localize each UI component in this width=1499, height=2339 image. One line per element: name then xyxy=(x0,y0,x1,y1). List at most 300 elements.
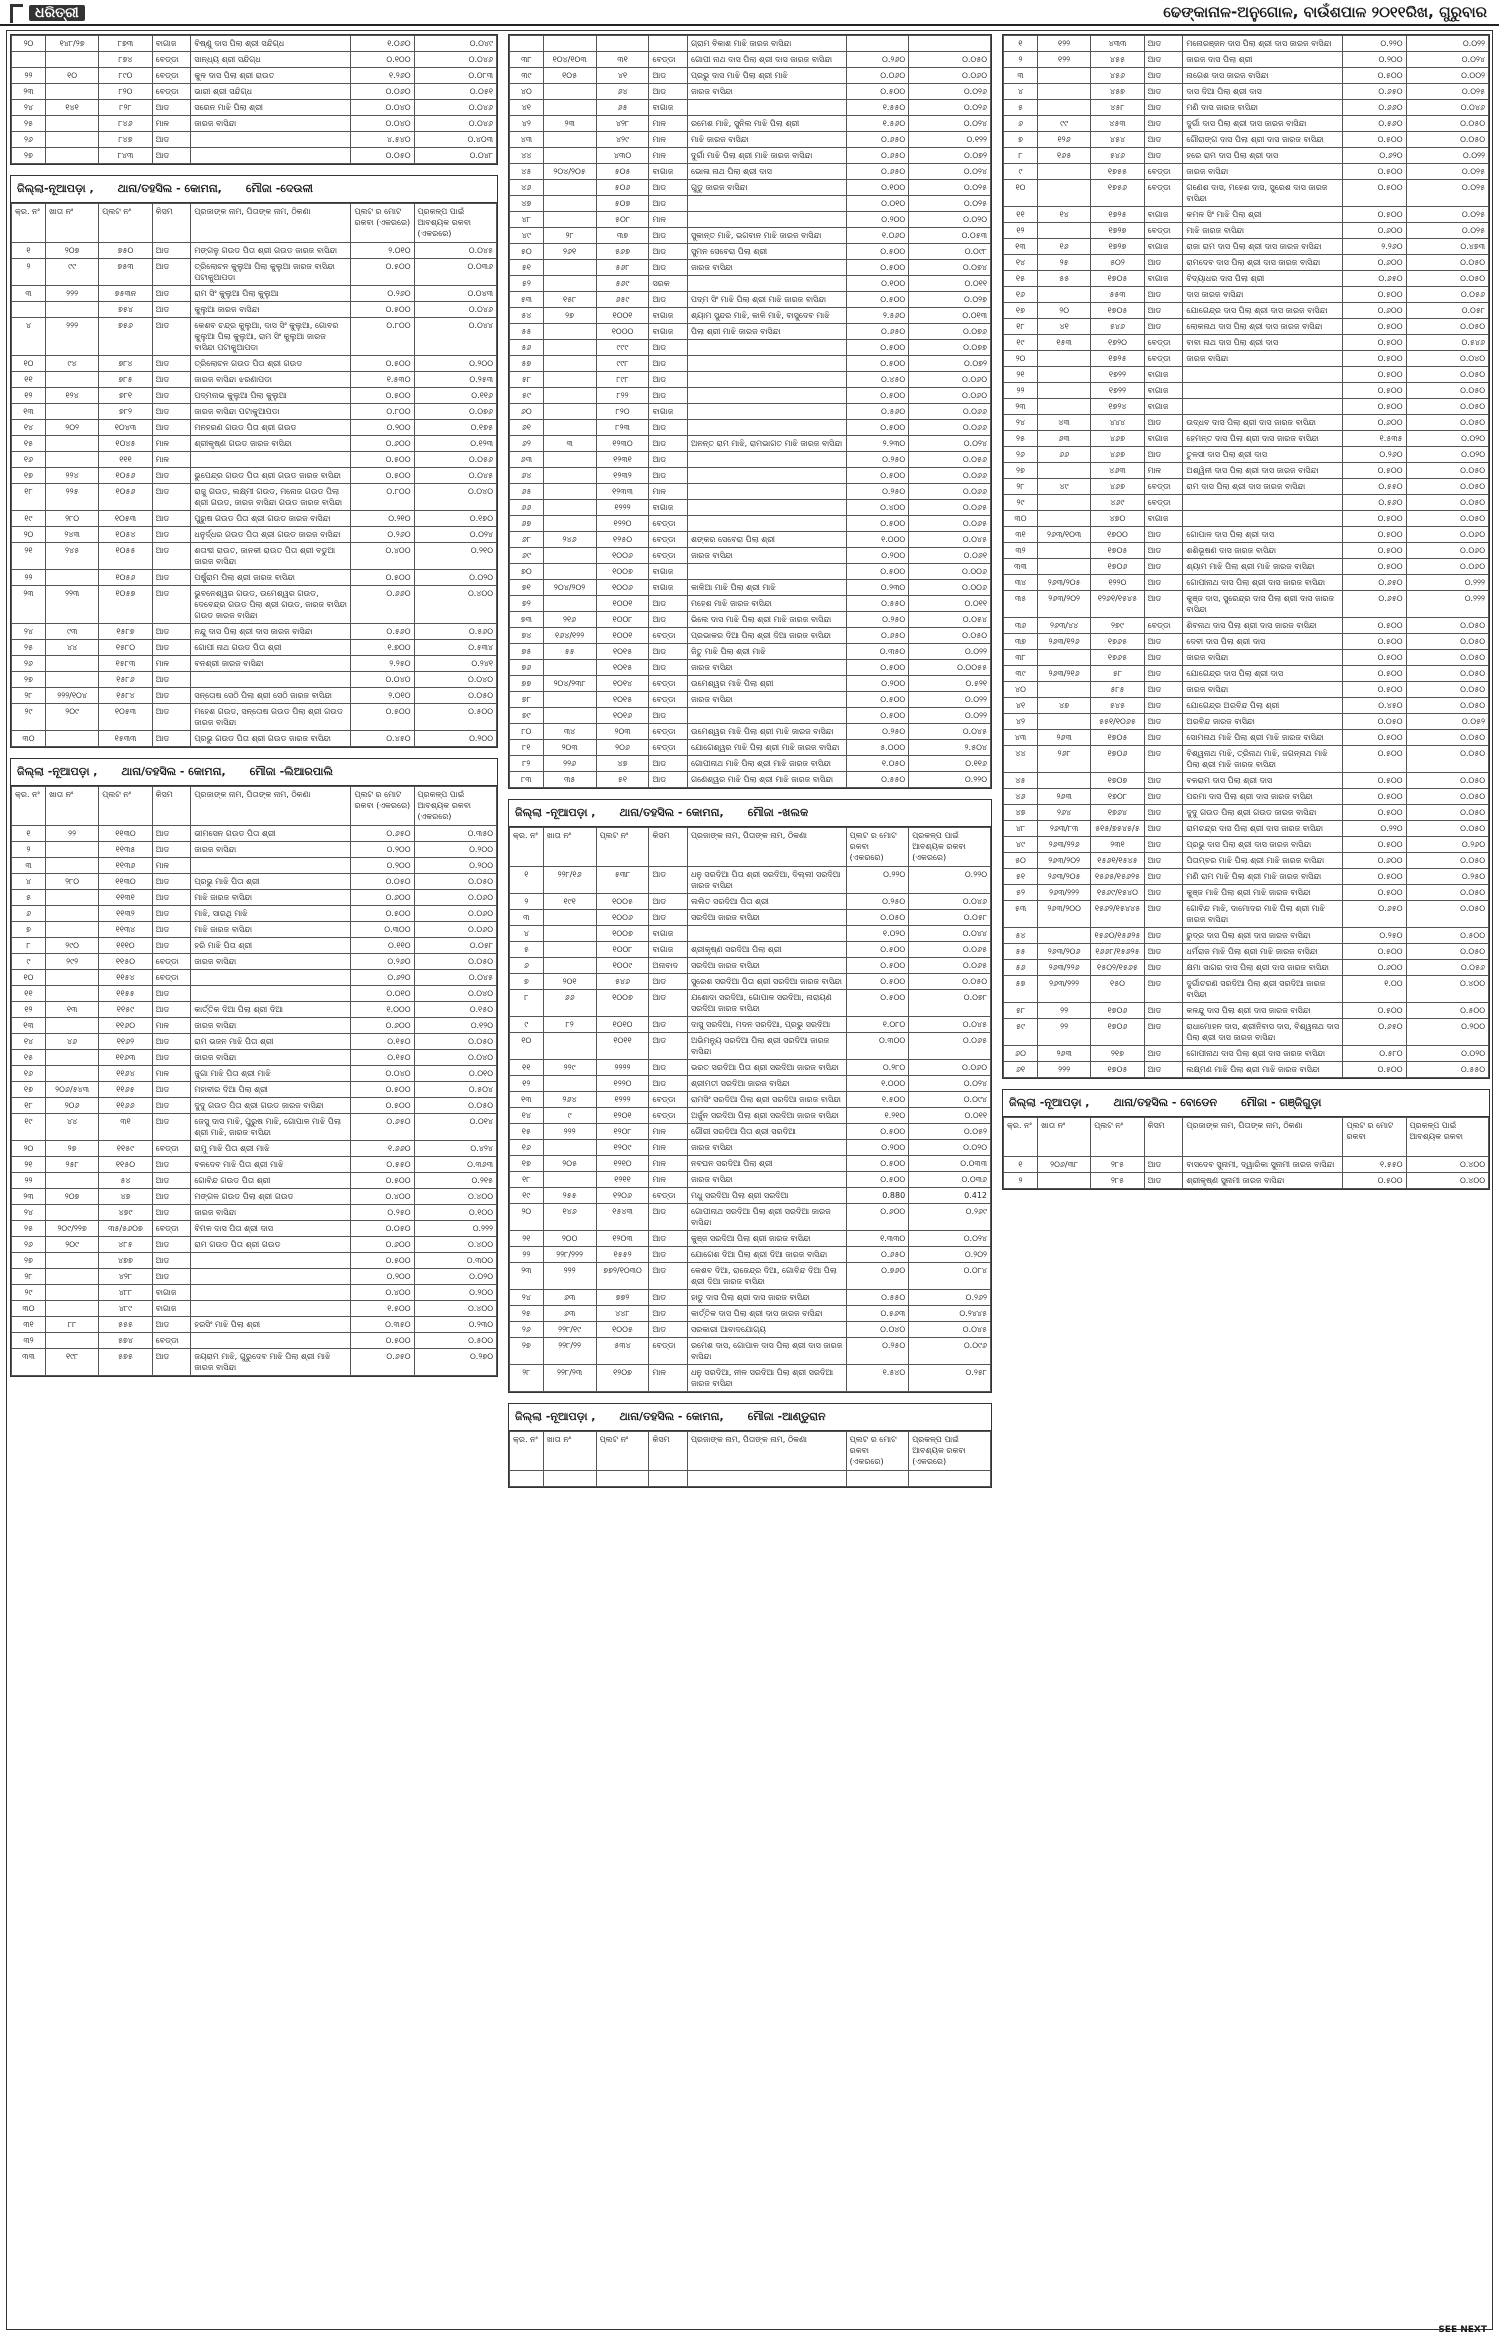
table-cell xyxy=(45,302,98,318)
land-schedule-section xyxy=(1002,1089,1490,1190)
table-cell: ୬୬ xyxy=(543,990,596,1017)
table-cell: ୨୧ xyxy=(12,1157,46,1173)
table-cell: ୨୬୩/୨୦୫ xyxy=(1037,869,1090,885)
table-cell: ୧୫୬୧/୧୫୪୫ xyxy=(1091,853,1144,869)
table-cell: ୦.୨୦୦ xyxy=(846,1140,909,1156)
table-cell: ୦.୪୦୦ xyxy=(1406,976,1488,1003)
table-row xyxy=(12,1034,497,1050)
table-cell xyxy=(1037,287,1090,303)
table-cell: ୧୨୦୩ xyxy=(596,1231,649,1247)
table-cell: ଭିଲେ ଦାସ ମାଝି ପିଲା ଶ୍ରୀ ମାଝି ଜାରଜ ବାସିନ୍ଦା xyxy=(687,612,846,628)
table-cell: ୦.୦୫୦ xyxy=(351,874,414,890)
table-cell: ଆଡ xyxy=(649,894,687,910)
table-cell: ୧୫୦ xyxy=(1091,976,1144,1003)
table-cell: ୦.୧୨୩ xyxy=(414,436,496,452)
table-cell: ବେଡ୍ଡା xyxy=(1144,223,1183,239)
table-cell: ୭୩ xyxy=(510,612,544,628)
table-cell: ୨୦ xyxy=(12,1141,46,1157)
table-cell: ୦.୦୬୦ xyxy=(909,372,991,388)
table-cell: ୫୭୫ xyxy=(99,1349,152,1376)
table-row xyxy=(1004,148,1489,164)
table-cell: ୦.୦୪୬ xyxy=(414,302,496,318)
table-cell: ୨ xyxy=(12,842,46,858)
table-cell: ୦.୦୫୦ xyxy=(1406,132,1488,148)
table-cell xyxy=(45,452,98,468)
table-row xyxy=(1004,869,1489,885)
table-cell: ୦.୫୦୦ xyxy=(1343,335,1406,351)
table-cell: ୦.୦୬୫ xyxy=(909,500,991,516)
table-cell: ୦.୬୦୦ xyxy=(1343,223,1406,239)
table-cell: ୫୮ xyxy=(1004,1003,1038,1019)
table-cell: ବିମଳ ଦାସ ପିତା ଶ୍ରୀ ଦାସ xyxy=(191,1221,351,1237)
table-cell: ଆଡ xyxy=(152,704,191,731)
table-cell: ୦.୨୩୦ xyxy=(846,580,909,596)
table-row xyxy=(510,1338,991,1365)
table-row xyxy=(510,564,991,580)
table-cell: ୦.୬୫୦ xyxy=(1343,901,1406,928)
table-row xyxy=(1004,180,1489,207)
table-cell: ମଣି ଦାସ ଜାରଜ ବାସିନ୍ଦା xyxy=(1183,100,1343,116)
table-row xyxy=(510,308,991,324)
table-cell: ୨୦୯/୨୨୭ xyxy=(45,1221,98,1237)
table-cell: ବିଷ୍ଣୁ ଦାସ ପିଲା ଶ୍ରୀ ସନ୍ଦିଗ୍ଧ xyxy=(191,36,351,52)
table-cell: ୪୦ xyxy=(510,84,544,100)
table-cell: କଳନ୍ଦୁ ଦାସ ପିଲା ଶ୍ରୀ ଦାସ ଜାରଜ ବାସିନ୍ଦା xyxy=(1183,1003,1343,1019)
table-cell: ଆଡ xyxy=(649,1017,687,1033)
table-cell: ୦.୪୦୦ xyxy=(414,1237,496,1253)
table-cell: ୩୧ xyxy=(1004,527,1038,543)
table-cell: ୨୩ xyxy=(1004,399,1038,415)
table-cell: ଆଡ xyxy=(1144,52,1183,68)
table-row xyxy=(1004,164,1489,180)
table-cell: ୩୮ xyxy=(510,52,544,68)
table-cell: ଗୌରାଙ୍ଗ ଦାସ ପିଲା ଶ୍ରୀ ଦାସ ଜାରଜ ବାସିନ୍ଦା xyxy=(1183,132,1343,148)
table-cell: ଆଡ xyxy=(1144,1173,1183,1189)
table-cell: ୧୨୩୦ xyxy=(596,436,649,452)
table-cell xyxy=(687,388,846,404)
table-cell: ଆଡ xyxy=(152,302,191,318)
table-cell: ୨.୫୬୦ xyxy=(846,308,909,324)
table-cell: ୧୧୬୪ xyxy=(99,1066,152,1082)
table-cell: ୧୬ xyxy=(510,1140,544,1156)
table-cell: ୫୫ xyxy=(1004,944,1038,960)
table-row xyxy=(12,68,497,84)
table-cell: ୧୬୪/୧୨୨ xyxy=(543,628,596,644)
table-cell: ୦.୨୨୦ xyxy=(909,867,991,894)
table-cell xyxy=(510,36,544,52)
table-cell: ୫୪୬ xyxy=(1091,148,1144,164)
table-cell xyxy=(45,970,98,986)
table-cell: ୬୬ xyxy=(1037,447,1090,463)
land-table xyxy=(11,203,497,747)
table-cell: ୦.୨୦୦ xyxy=(1343,52,1406,68)
table-cell: ୦.୫୦୦ xyxy=(846,260,909,276)
table-cell: ୪୨୮ xyxy=(596,116,649,132)
table-row xyxy=(12,1333,497,1349)
table-cell: ୦.୦୨୦ xyxy=(414,570,496,586)
table-cell: ବେଡ୍ଡା xyxy=(649,676,687,692)
column-3 xyxy=(1002,34,1490,2325)
table-cell: ଆଡ xyxy=(152,484,191,511)
table-cell: ପ୍ରଭୁ ଗଉଡ ପିତା ଶ୍ରୀ ଗଉଡ ଜାରଜ ବାସିନ୍ଦା xyxy=(191,731,351,747)
table-cell: ବେଡ୍ଡା xyxy=(152,68,191,84)
table-cell: ୦.୦୫୬ xyxy=(909,452,991,468)
table-cell: ୯ xyxy=(510,1017,544,1033)
table-row xyxy=(510,1263,991,1290)
table-cell: ୦.୫୦୦ xyxy=(846,388,909,404)
table-cell: ୧୦୦୧ xyxy=(596,628,649,644)
table-cell: ୨୦ xyxy=(1037,303,1090,319)
table-row xyxy=(1004,36,1489,52)
table-cell: ବାଗାଜ xyxy=(1144,239,1183,255)
table-cell: ଆଡ xyxy=(152,842,191,858)
table-cell: ବେଡ୍ଡା xyxy=(649,532,687,548)
table-cell: ୪୪ xyxy=(45,640,98,656)
table-row xyxy=(12,84,497,100)
table-cell: ଆଡ xyxy=(649,420,687,436)
table-row xyxy=(12,116,497,132)
table-cell: ୦.୬୫୦ xyxy=(846,132,909,148)
section-heading-part: ଜିଲ୍ଲା -ନୂଆପଡ଼ା , xyxy=(515,806,596,819)
table-cell xyxy=(543,1471,596,1487)
table-cell: ୪୫୬ xyxy=(1091,68,1144,84)
table-cell: ଲୋକନାଥ ଦାସ ପିଲା ଶ୍ରୀ ଦାସ ଜାରଜ ବାସିନ୍ଦା xyxy=(1183,319,1343,335)
table-cell: ଆଡ xyxy=(1144,634,1183,650)
table-cell: ୧୫ xyxy=(510,1124,544,1140)
table-cell: ୧୦୪/୧୦୩ xyxy=(543,52,596,68)
table-row xyxy=(1004,335,1489,351)
table-cell: ଆଡ xyxy=(152,318,191,356)
table-row xyxy=(1004,415,1489,431)
table-cell: ୪୫୫ xyxy=(1091,52,1144,68)
table-cell: ୦.୫୦୦ xyxy=(1343,666,1406,682)
table-cell: ୧୦୦୯ xyxy=(596,958,649,974)
table-cell: ୨୦ xyxy=(510,1204,544,1231)
table-cell: ଆଡ xyxy=(649,228,687,244)
table-cell: ସରକାରୀ ଆବାଦଯୋଗ୍ୟ xyxy=(687,1322,846,1338)
table-row xyxy=(12,640,497,656)
table-row xyxy=(1004,447,1489,463)
table-cell: ୨୪୫ xyxy=(45,543,98,570)
table-cell: ଆଡ xyxy=(649,1322,687,1338)
table-cell: ୧୧୧୦ xyxy=(99,938,152,954)
table-cell: ୧.୦୮୦ xyxy=(846,1017,909,1033)
table-cell: ୦.୨୨୨ xyxy=(1406,591,1488,618)
table-cell: ୨୬୩ xyxy=(1037,1046,1090,1062)
table-cell: ୭୫୦ xyxy=(99,243,152,259)
table-cell: ୫୬ xyxy=(510,340,544,356)
table-cell: ୧୪ xyxy=(1037,207,1090,223)
table-cell: ଆଡ xyxy=(152,286,191,302)
table-cell: ୦.୦୨୪ xyxy=(414,527,496,543)
table-cell: ଆଡ xyxy=(152,688,191,704)
table-cell: ଗୋପୀ ନାଥ ଗଉଡ ପିତା ଶ୍ରୀ xyxy=(191,640,351,656)
table-row xyxy=(12,388,497,404)
table-cell: ୦.୫୦୦ xyxy=(1343,351,1406,367)
table-cell: ୦.୨୧୦ xyxy=(414,543,496,570)
table-cell: ୧୫୮୩ xyxy=(99,656,152,672)
table-cell: ୦.୦୭୨ xyxy=(909,148,991,164)
table-row xyxy=(12,259,497,286)
table-cell: ବାଗାଜ xyxy=(152,36,191,52)
table-cell: ଶ୍ରୀମତୀ ସରଦିଆ ଜାରଜ ବାସିନ୍ଦା xyxy=(687,1076,846,1092)
table-cell: ଦୁଦୁ ଗଉଡ ପିତା ଶ୍ରୀ ଗଉଡ ଜାରଜ ବାସିନ୍ଦା xyxy=(191,1098,351,1114)
table-cell xyxy=(1037,100,1090,116)
masthead xyxy=(0,0,1499,26)
table-cell: ୦.୦୪୫ xyxy=(414,970,496,986)
table-cell: ୦.୫୦୦ xyxy=(846,244,909,260)
table-cell: ୦.୨୬୯ xyxy=(909,1204,991,1231)
table-cell: ୦.୫୦୦ xyxy=(846,84,909,100)
table-cell: ୫୧୫/୭୫୪୫/୫ xyxy=(1091,821,1144,837)
table-cell: ୦.୫୦୦ xyxy=(1343,164,1406,180)
table-row xyxy=(1004,351,1489,367)
table-cell: ୧୨୦୯ xyxy=(596,1140,649,1156)
table-cell xyxy=(649,1471,687,1487)
table-cell: ୯୯ xyxy=(1037,116,1090,132)
section-heading-part: ମୌଜା -ଦେଉଳୀ xyxy=(245,182,313,195)
table-row xyxy=(1004,84,1489,100)
section-heading xyxy=(509,1404,991,1431)
table-cell: ୦.୨୦୨ xyxy=(909,1247,991,1263)
table-cell: ୧୦୦୬ xyxy=(596,580,649,596)
table-cell: ବେଡ୍ଡା xyxy=(649,1338,687,1365)
table-row xyxy=(510,1060,991,1076)
table-cell: ଜାରଜ ବାସିନ୍ଦା xyxy=(191,116,351,132)
table-row xyxy=(510,1306,991,1322)
table-cell: ୪୫୩ xyxy=(1091,116,1144,132)
section-heading-part: ଥାନା/ତହସିଲ - କୋମନା, xyxy=(619,1410,724,1423)
table-cell: ୧୭୬୪ xyxy=(1091,805,1144,821)
table-cell: ୮୪୬ xyxy=(99,116,152,132)
table-cell: ୦.୦୨୦ xyxy=(909,212,991,228)
table-cell: ୭୮୧ xyxy=(99,388,152,404)
table-cell: ବାଗାଜ xyxy=(152,1301,191,1317)
column-header: ଖାତା ନଂ xyxy=(1037,1118,1090,1157)
table-row xyxy=(1004,944,1489,960)
table-cell: ୦.୦୦୬ xyxy=(909,580,991,596)
table-cell: ୪୭ xyxy=(1037,698,1090,714)
table-row xyxy=(12,1237,497,1253)
table-cell: ୨୨ xyxy=(510,1247,544,1263)
table-cell: ଆଡ xyxy=(152,986,191,1002)
table-cell: ୧୨୨ xyxy=(1037,36,1090,52)
table-cell: ୬୫୯ xyxy=(596,292,649,308)
table-cell: ୧୭ xyxy=(1004,303,1038,319)
table-cell: ୫୩୪ xyxy=(596,1338,649,1365)
table-cell: ହେମନ୍ତ ଦାସ ପିଲା ଶ୍ରୀ ଦାସ ଜାରଜ ବାସିନ୍ଦା xyxy=(1183,431,1343,447)
table-cell: ୩୫/୫୬୦୭ xyxy=(99,1221,152,1237)
table-cell: ୦.୦୨୬ xyxy=(909,84,991,100)
table-row xyxy=(12,1082,497,1098)
table-cell: ମାଳ xyxy=(649,1172,687,1188)
table-cell: ୦.୫୦୦ xyxy=(351,259,414,286)
table-cell: ୧୦୫୬ xyxy=(99,570,152,586)
table-cell: ୦.୫୦୦ xyxy=(351,1082,414,1098)
table-cell: ୧୯ xyxy=(12,1114,46,1141)
table-cell xyxy=(596,36,649,52)
table-cell: ଯୋଗେନ୍ଦ୍ର ଅରବିନ୍ଦ ପିଲା ଶ୍ରୀ xyxy=(1183,698,1343,714)
table-cell: ୨୦୩ xyxy=(543,740,596,756)
table-cell: ୫୮୫ xyxy=(1091,682,1144,698)
table-cell: ୫୧ xyxy=(596,772,649,788)
table-header-row xyxy=(1004,1118,1489,1157)
table-cell: ୦.୦୪୦ xyxy=(1406,351,1488,367)
table-cell: ସନ୍ତୋଷ ସେଠି ପିଲା ଶ୍ରୀ ସେଠି ଜାରଜ ବାସିନ୍ଦା xyxy=(191,688,351,704)
table-cell: ୦.୦୫୦ xyxy=(1406,730,1488,746)
table-cell xyxy=(1183,367,1343,383)
table-cell: ୭୨ xyxy=(510,596,544,612)
table-cell: ଆଡ xyxy=(152,672,191,688)
table-cell: ଆଡ xyxy=(1144,1157,1183,1173)
table-cell: ୧୭ xyxy=(12,468,46,484)
table-cell: ବାଗାଜ xyxy=(649,100,687,116)
table-cell: ୦.୧୦୦ xyxy=(351,52,414,68)
table-cell: ମାଝି, ସାରଥି ମାଝି xyxy=(191,906,351,922)
table-cell: ୦.୬୦୦ xyxy=(1343,853,1406,869)
table-cell: ୦.୬୫୦ xyxy=(846,628,909,644)
table-row xyxy=(12,874,497,890)
table-cell: ୦.୦୫୦ xyxy=(1406,901,1488,928)
table-cell: ୦.୦୪୦ xyxy=(414,484,496,511)
table-cell: ହାଡୁ ଦାସ ପିଲା ଶ୍ରୀ ଦାସ ଜାରଜ ବାସିନ୍ଦା xyxy=(687,1290,846,1306)
table-cell: ୦.୦୫୦ xyxy=(1406,116,1488,132)
table-row xyxy=(12,890,497,906)
table-cell: ୨୬୩/୨୨୬ xyxy=(1037,960,1090,976)
table-cell: ୧୦ xyxy=(12,970,46,986)
table-cell xyxy=(191,1333,351,1349)
table-cell: ୨୯ xyxy=(12,704,46,731)
table-cell: ମାଝି ଜାରଜ ବାସିନ୍ଦା xyxy=(1183,223,1343,239)
table-cell: ୨୬୩/୪୪ xyxy=(1037,618,1090,634)
table-cell: ଅନନ୍ତ ରାମ ମାଝି, ରାମଭାଗତ ମାଝି ଜାରଜ ବାସିନ୍ଦା xyxy=(687,436,846,452)
table-cell: ୨୨୨ xyxy=(45,318,98,356)
table-cell: ମାଳ xyxy=(152,1018,191,1034)
table-cell: ୨୨ xyxy=(1004,383,1038,399)
table-cell: ୦.୨୫୩ xyxy=(414,372,496,388)
table-cell xyxy=(45,1173,98,1189)
table-cell: ୧୯ xyxy=(12,511,46,527)
table-cell: ୨୮ xyxy=(1004,479,1038,495)
table-cell xyxy=(543,324,596,340)
table-cell xyxy=(191,986,351,1002)
table-cell: ୮୪୭ xyxy=(99,132,152,148)
table-cell xyxy=(45,52,98,68)
table-cell: ୭ xyxy=(1004,132,1038,148)
table-cell: ୬୨ xyxy=(510,436,544,452)
table-cell xyxy=(1037,68,1090,84)
table-cell: ୦.୦୫୦ xyxy=(1406,367,1488,383)
table-cell: ୪୮୮ xyxy=(99,1285,152,1301)
table-cell: ୧୪୬ xyxy=(543,1204,596,1231)
table-cell: ୦.୫୦୦ xyxy=(846,516,909,532)
table-cell: ୦.୬୬୦ xyxy=(1343,100,1406,116)
table-cell: ୨୬୪ xyxy=(543,1092,596,1108)
table-header-row xyxy=(12,787,497,826)
table-cell: ଆଡ xyxy=(649,660,687,676)
table-cell: ୮୮ xyxy=(45,1317,98,1333)
table-cell: ୦.୧୨୨ xyxy=(909,132,991,148)
table-cell: ଗୋବିନ୍ଦ ଗଉଡ ପିତା ଶ୍ରୀ xyxy=(191,1173,351,1189)
table-cell: ଆଡ xyxy=(152,543,191,570)
table-cell: ୦.୫୦୦ xyxy=(1343,559,1406,575)
table-cell: ମାଳ xyxy=(152,452,191,468)
table-cell: ୨୬୩/୨୨୬ xyxy=(1037,837,1090,853)
table-cell: ୨୮୦ xyxy=(45,874,98,890)
table-cell: ୦.୬୨୦ xyxy=(351,970,414,986)
table-cell: ୮୨୩ xyxy=(596,420,649,436)
table-cell: ୨୮୫ xyxy=(1091,1173,1144,1189)
table-cell: ୨୦୬ xyxy=(45,1098,98,1114)
column-header: ପ୍ଲଟ ନଂ xyxy=(99,204,152,243)
table-cell: ୦.୨୦୦ xyxy=(351,1269,414,1285)
table-cell xyxy=(1037,463,1090,479)
table-cell: ୩୦ xyxy=(1004,511,1038,527)
table-cell: ୧୫୮୪ xyxy=(99,688,152,704)
table-cell: ୪୭ xyxy=(510,196,544,212)
table-row xyxy=(510,388,991,404)
table-cell: ମଧୁ ସରଦିଆ ପିଲା ଶ୍ରୀ ସରଦିଆ xyxy=(687,1188,846,1204)
table-cell: ୦.୫୦୦ xyxy=(1343,885,1406,901)
column-header: ପ୍ଲଟ ର ମୋଟ ରକବା (ଏକରରେ) xyxy=(351,204,414,243)
table-cell xyxy=(543,548,596,564)
table-cell: ପ୍ରଭୁ ଦାସ ମାଝି ପିଲା ଶ୍ରୀ ମାଝି xyxy=(687,68,846,84)
table-row xyxy=(1004,559,1489,575)
table-cell: ୦.୨୬୦ xyxy=(846,52,909,68)
table-cell: ଆଡ xyxy=(649,644,687,660)
table-cell: ୦.୦୨୫ xyxy=(1406,207,1488,223)
table-cell: ୬୬ xyxy=(510,500,544,516)
table-cell: ୫୦୨ xyxy=(1091,255,1144,271)
table-cell: ୦.୦୫୦ xyxy=(909,52,991,68)
table-row xyxy=(510,212,991,228)
table-cell: ଆଡ xyxy=(1144,591,1183,618)
table-row xyxy=(510,990,991,1017)
table-cell: ୧୦୦୬ xyxy=(596,910,649,926)
table-cell xyxy=(687,564,846,580)
table-cell: ୦.୦୫୩ xyxy=(909,228,991,244)
table-cell: ୦.୫୫୦ xyxy=(1343,479,1406,495)
table-cell: ଆଡ xyxy=(649,1231,687,1247)
table-cell: ଆଡ xyxy=(1144,944,1183,960)
table-cell: ନବଘନ ସରଦିଆ ପିଲା ଶ୍ରୀ xyxy=(687,1156,846,1172)
table-cell xyxy=(1037,84,1090,100)
table-row xyxy=(12,372,497,388)
table-cell: ୦.୧୭୦ xyxy=(414,511,496,527)
table-cell: ରାମସିଂ ସରଦିଆ ପିଲା ଶ୍ରୀ ସରଦିଆ ଜାରଜ ବାସିନ୍ଦା xyxy=(687,1092,846,1108)
table-row xyxy=(1004,976,1489,1003)
table-cell: ୦.୨୨୦ xyxy=(909,772,991,788)
table-cell: ସରଦିଆ ଜାରଜ ବାସିନ୍ଦା xyxy=(687,910,846,926)
table-cell xyxy=(45,148,98,164)
table-cell: ଆଡ xyxy=(152,1253,191,1269)
table-cell: ୫୯ xyxy=(1004,1019,1038,1046)
table-cell: ୨୩ xyxy=(510,1263,544,1290)
table-cell: ୧୫୮ xyxy=(543,292,596,308)
table-cell: ୭୫୩ xyxy=(99,259,152,286)
table-cell: ୦.୦୫୦ xyxy=(414,1098,496,1114)
table-row xyxy=(510,660,991,676)
table-row xyxy=(510,942,991,958)
table-cell: ବେଡ୍ଡା xyxy=(1144,164,1183,180)
table-cell: ୨୬୩/୨୦୨ xyxy=(1037,853,1090,869)
table-cell: ରୁଦ୍ର ଦାସ ପିଲା ଶ୍ରୀ ଦାସ ଜାରଜ ବାସିନ୍ଦା xyxy=(1183,928,1343,944)
table-cell: ୦.୦୧୪ xyxy=(414,1114,496,1141)
table-cell: ୬୮ xyxy=(510,532,544,548)
table-row xyxy=(510,196,991,212)
table-cell: ୦.୪୦୦ xyxy=(351,1285,414,1301)
table-cell: ୧୪ xyxy=(1004,255,1038,271)
